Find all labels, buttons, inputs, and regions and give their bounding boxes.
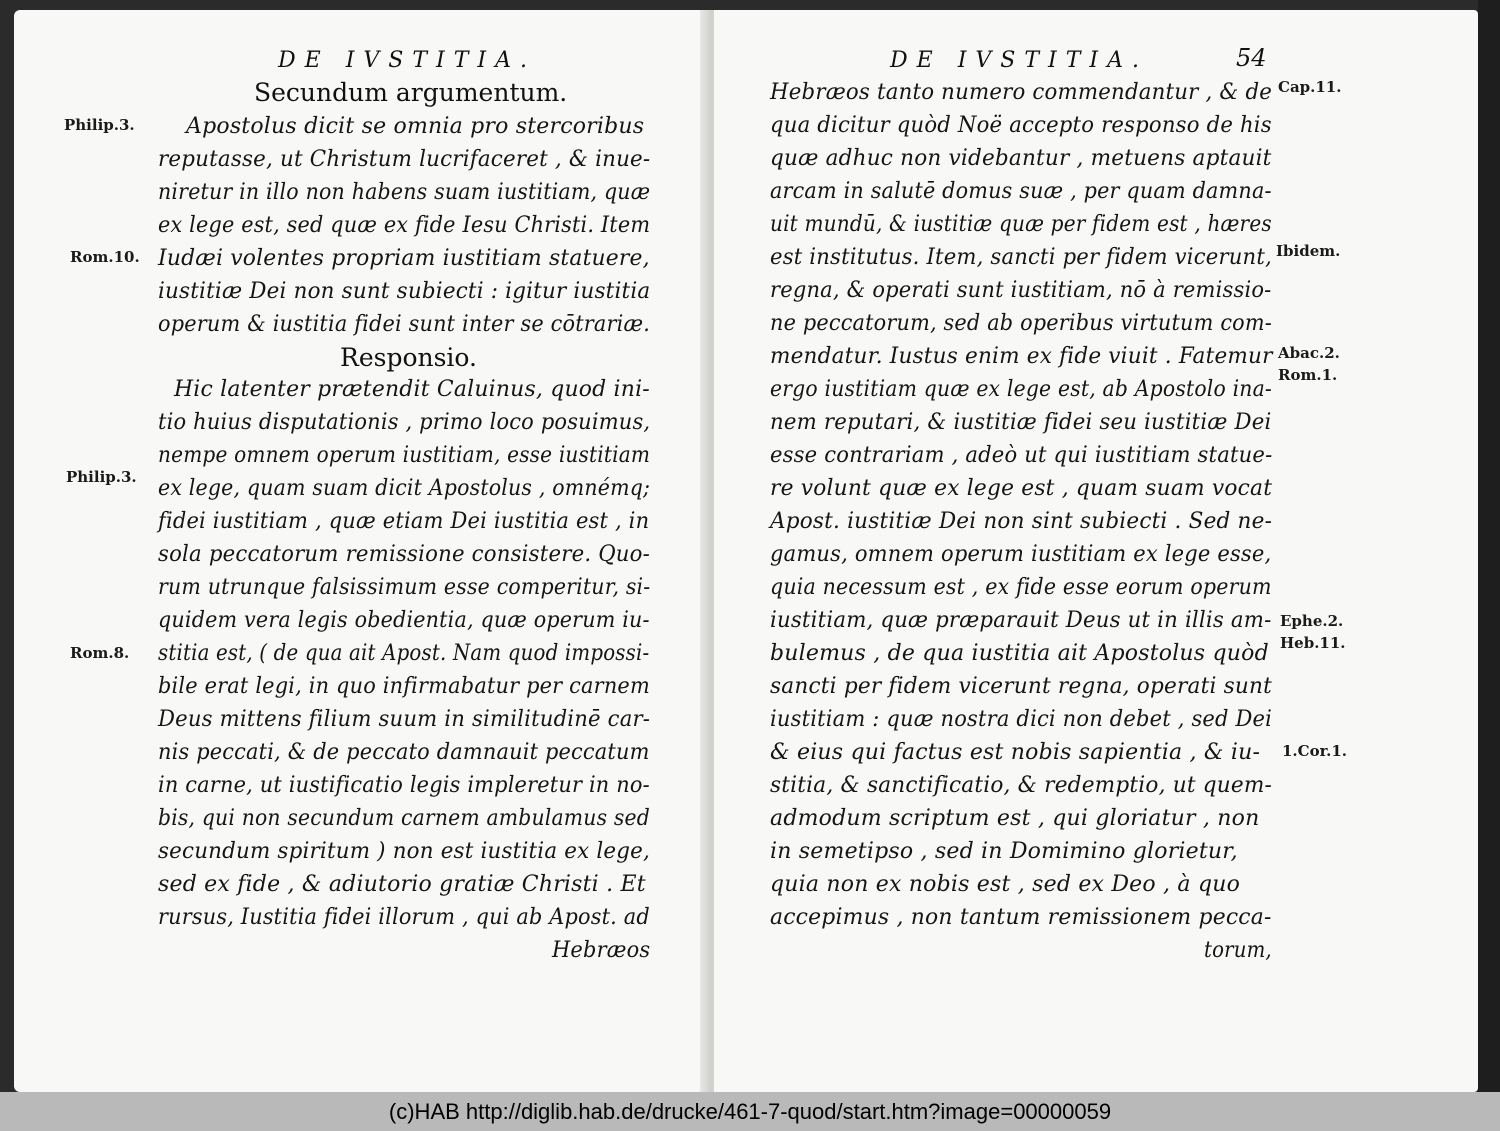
catchword: Hebræos	[552, 938, 651, 963]
left-heading-responsio: Responsio.	[340, 343, 477, 372]
text-line: rursus, Iustitia fidei illorum , qui ab Apost. ad	[158, 905, 650, 930]
text-line: in semetipso , sed in Domimino glorietur,	[770, 839, 1238, 864]
text-line: in carne, ut iustificatio legis impleretur in no-	[158, 773, 650, 798]
text-line: Apostolus dicit se omnia pro stercoribus	[186, 114, 645, 139]
margin-note: Heb.11.	[1280, 634, 1346, 652]
margin-note: Ibidem.	[1276, 242, 1341, 260]
margin-note: Rom.8.	[70, 644, 130, 662]
text-line: arcam in salutē domus suæ , per quam damna-	[770, 179, 1272, 204]
margin-note: Philip.3.	[66, 468, 137, 486]
text-line: niretur in illo non habens suam iustitiam, quæ	[158, 180, 651, 205]
copyright-text: (c)HAB http://diglib.hab.de/drucke/461-7-quod/start.htm?image=00000059	[388, 1098, 1112, 1124]
text-line: ex lege, quam suam dicit Apostolus , omnémq;	[158, 476, 651, 501]
text-line: re volunt quæ ex lege est , quam suam vocat	[770, 476, 1273, 501]
copyright-footer	[0, 1092, 1500, 1131]
text-line: sed ex fide , & adiutorio gratiæ Christi . Et	[158, 872, 646, 897]
left-heading-argumentum: Secundum argumentum.	[254, 78, 568, 107]
scan-edge	[1478, 0, 1500, 1092]
margin-note: Ephe.2.	[1280, 612, 1344, 630]
text-line: quia non ex nobis est , sed ex Deo , à quo	[770, 872, 1241, 897]
margin-note: Abac.2.	[1278, 344, 1340, 362]
text-line: bile erat legi, in quo infirmabatur per carnem	[158, 674, 650, 699]
left-running-head: DE IVSTITIA.	[278, 48, 536, 73]
text-line: fidei iustitiam , quæ etiam Dei iustitia est , in	[158, 509, 650, 534]
text-line: bulemus , de qua iustitia ait Apostolus quòd	[770, 641, 1269, 666]
text-line: Deus mittens filium suum in similitudinē car-	[158, 707, 651, 732]
text-line: stitia, & sanctificatio, & redemptio, ut quem-	[770, 773, 1273, 798]
margin-note: Rom.10.	[70, 248, 140, 266]
text-line: nis peccati, & de peccato damnauit peccatum	[158, 740, 650, 765]
text-line: Hic latenter prætendit Caluinus, quod ini-	[174, 377, 650, 402]
text-line: quæ adhuc non videbantur , metuens aptauit	[770, 146, 1272, 171]
text-line: accepimus , non tantum remissionem pecca-	[770, 905, 1272, 930]
text-line: sola peccatorum remissione consistere. Quo-	[158, 542, 651, 567]
text-line: tio huius disputationis , primo loco posuimus,	[158, 410, 651, 435]
margin-note: Philip.3.	[64, 116, 135, 134]
text-line: rum utrunque falsissimum esse comperitur, si-	[158, 575, 651, 600]
text-line: Iudæi volentes propriam iustitiam statuere,	[158, 246, 650, 271]
text-line: est institutus. Item, sancti per fidem vicerunt,	[770, 245, 1272, 270]
text-line: nempe omnem operum iustitiam, esse iustitiam	[158, 443, 651, 468]
text-line: admodum scriptum est , qui gloriatur , non	[770, 806, 1260, 831]
text-line: iustitiam, quæ præparauit Deus ut in illis am-	[770, 608, 1272, 633]
text-line: quidem vera legis obedientia, quæ operum iu-	[158, 608, 650, 633]
text-line: & eius qui factus est nobis sapientia , & iu-	[770, 740, 1261, 765]
text-line: Hebræos tanto numero commendantur , & de	[770, 80, 1273, 105]
text-line: nem reputari, & iustitiæ fidei seu iustitiæ Dei	[770, 410, 1272, 435]
text-line: reputasse, ut Christum lucrifaceret , & inue-	[158, 147, 651, 172]
text-line: iustitiam : quæ nostra dici non debet , sed Dei	[770, 707, 1273, 732]
text-line: stitia est, ( de qua ait Apost. Nam quod impossi-	[158, 641, 650, 666]
text-line: quia necessum est , ex fide esse eorum operum	[770, 575, 1272, 600]
text-line: ex lege est, sed quæ ex fide Iesu Christi. Item	[158, 213, 651, 238]
margin-note: Cap.11.	[1278, 78, 1342, 96]
text-line: uit mundū, & iustitiæ quæ per fidem est , hæres	[770, 212, 1272, 237]
text-line: gamus, omnem operum iustitiam ex lege esse,	[770, 542, 1272, 567]
text-line: esse contrariam , adeò ut qui iustitiam statue-	[770, 443, 1273, 468]
right-running-head: DE IVSTITIA.	[890, 48, 1148, 73]
text-line: qua dicitur quòd Noë accepto responso de his	[770, 113, 1272, 138]
text-line: ergo iustitiam quæ ex lege est, ab Apostolo ina-	[770, 377, 1273, 402]
margin-note: Rom.1.	[1278, 366, 1338, 384]
text-line: operum & iustitia fidei sunt inter se cōtrariæ.	[158, 312, 651, 337]
margin-note: 1.Cor.1.	[1282, 742, 1348, 760]
text-line: Apost. iustitiæ Dei non sint subiecti . Sed ne-	[770, 509, 1273, 534]
catchword: torum,	[1204, 938, 1272, 963]
text-line: regna, & operati sunt iustitiam, nō à remissio-	[770, 278, 1272, 303]
text-line: bis, qui non secundum carnem ambulamus sed	[158, 806, 650, 831]
text-line: mendatur. Iustus enim ex fide viuit . Fatemur	[770, 344, 1273, 369]
text-line: sancti per fidem vicerunt regna, operati sunt	[770, 674, 1273, 699]
text-line: ne peccatorum, sed ab operibus virtutum com-	[770, 311, 1272, 336]
page-number: 54	[1236, 44, 1267, 72]
text-line: iustitiæ Dei non sunt subiecti : igitur iustitia	[158, 279, 651, 304]
text-line: secundum spiritum ) non est iustitia ex lege,	[158, 839, 650, 864]
